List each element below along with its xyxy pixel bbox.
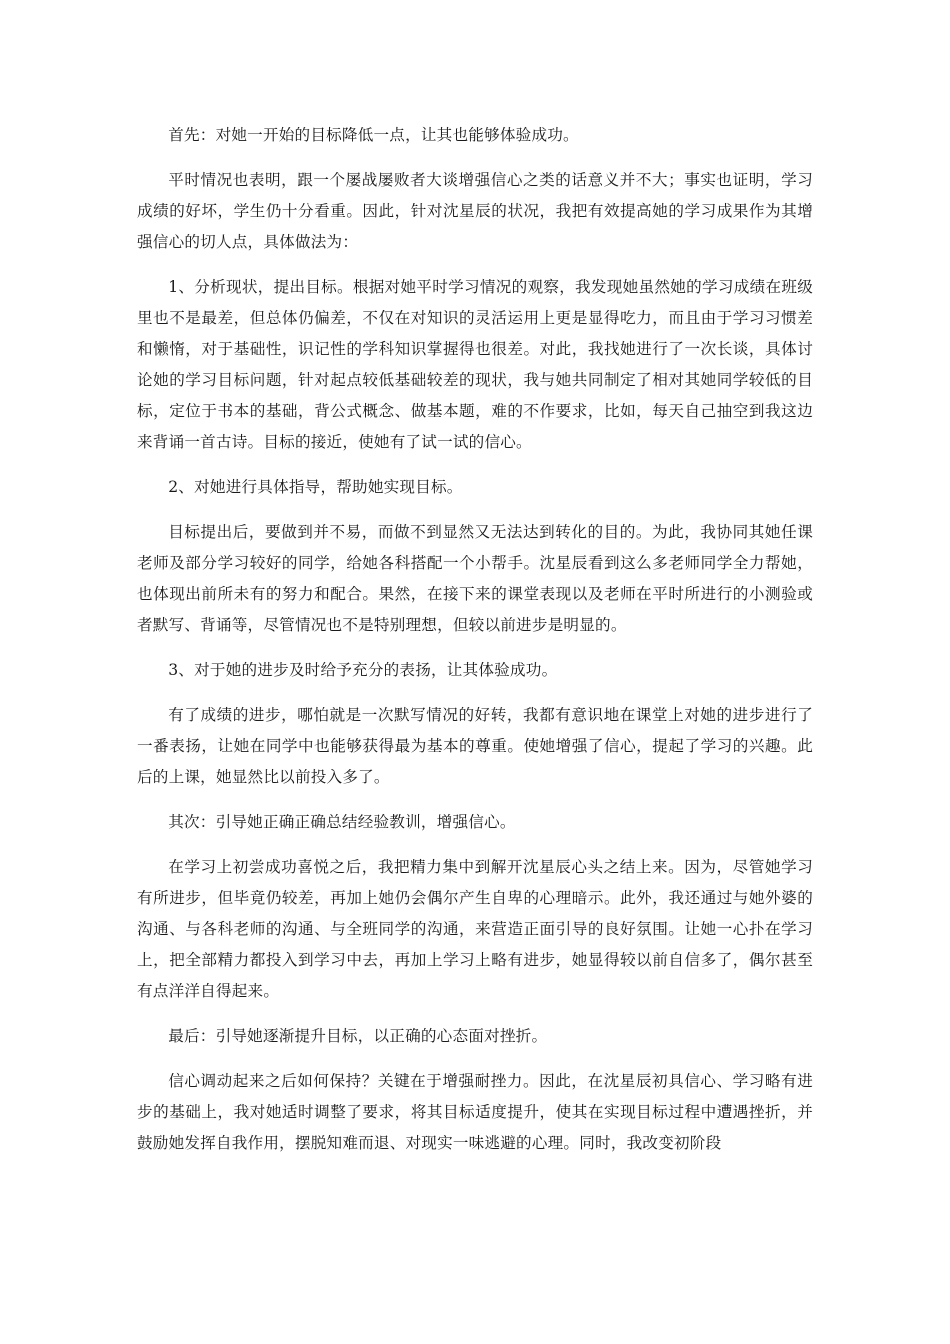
paragraph-final-heading: 最后：引导她逐渐提升目标，以正确的心态面对挫折。: [168, 1027, 548, 1045]
paragraph-goal-lowering: 首先：对她一开始的目标降低一点，让其也能够体验成功。: [168, 126, 579, 144]
paragraph-second-heading: 其次：引导她正确正确总结经验教训，增强信心。: [168, 813, 516, 831]
paragraph-step-3-praise: 有了成绩的进步，哪怕就是一次默写情况的好转，我都有意识地在课堂上对她的进步进行了一番表扬，让她在同学中也能够获得最为基本的尊重。使她增强了信心，提起了学习的兴趣。此后的上课，她显然比以前投入多了。: [137, 706, 813, 786]
paragraph-final-body: 信心调动起来之后如何保持？关键在于增强耐挫力。因此，在沈星辰初具信心、学习略有进步的基础上，我对她适时调整了要求，将其目标适度提升，使其在实现目标过程中遭遇挫折，并鼓励她发挥自我作用，摆脱知难而退、对现实一味逃避的心理。同时，我改变初阶段: [137, 1072, 813, 1152]
paragraph-step-2-guidance: 目标提出后，要做到并不易，而做不到显然又无法达到转化的目的。为此，我协同其她任课老师及部分学习较好的同学，给她各科搭配一个小帮手。沈星辰看到这么多老师同学全力帮她，也体现出前所未有的努力和配合。果然，在接下来的课堂表现以及老师在平时所进行的小测验或者默写、背诵等，尽管情况也不是特别理想，但较以前进步是明显的。: [137, 523, 813, 634]
paragraph-confidence-background: 平时情况也表明，跟一个屡战屡败者大谈增强信心之类的话意义并不大；事实也证明，学习成绩的好坏，学生仍十分看重。因此，针对沈星辰的状况，我把有效提高她的学习成果作为其增强信心的切人点，具体做法为：: [137, 171, 813, 251]
paragraph-second-body: 在学习上初尝成功喜悦之后，我把精力集中到解开沈星辰心头之结上来。因为，尽管她学习有所进步，但毕竟仍较差，再加上她仍会偶尔产生自卑的心理暗示。此外，我还通过与她外婆的沟通、与各科老师的沟通、与全班同学的沟通，来营造正面引导的良好氛围。让她一心扑在学习上，把全部精力都投入到学习中去，再加上学习上略有进步，她显得较以前自信多了，偶尔甚至有点洋洋自得起来。: [137, 858, 813, 1000]
paragraph-step-1-analysis: 1、分析现状，提出目标。根据对她平时学习情况的观察，我发现她虽然她的学习成绩在班级里也不是最差，但总体仍偏差，不仅在对知识的灵活运用上更是显得吃力，而且由于学习习惯差和懒惰，对于基础性，识记性的学科知识掌握得也很差。对此，我找她进行了一次长谈，具体讨论她的学习目标问题，针对起点较低基础较差的现状，我与她共同制定了相对其她同学较低的目标，定位于书本的基础，背公式概念、做基本题，难的不作要求，比如，每天自己抽空到我这边来背诵一首古诗。目标的接近，使她有了试一试的信心。: [137, 278, 813, 451]
paragraph-step-3-heading: 3、对于她的进步及时给予充分的表扬，让其体验成功。: [168, 661, 558, 679]
paragraph-step-2-heading: 2、对她进行具体指导，帮助她实现目标。: [168, 478, 463, 496]
document-body: [137, 120, 813, 1159]
